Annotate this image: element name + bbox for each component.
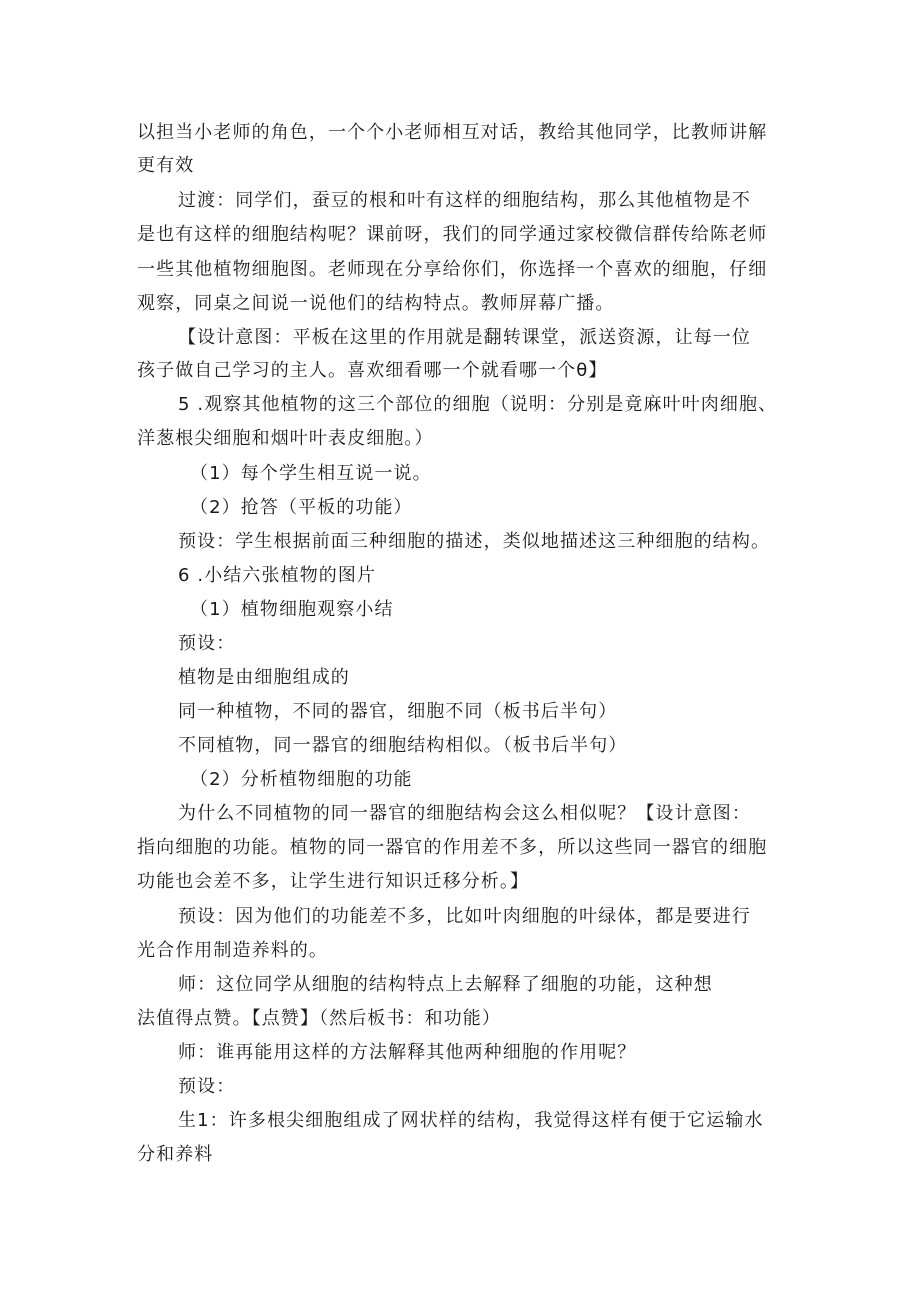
text-line: 为什么不同植物的同一器官的细胞结构会这么相似呢？【设计意图：	[178, 803, 751, 824]
text-line: 过渡：同学们，蚕豆的根和叶有这样的细胞结构，那么其他植物是不	[178, 190, 751, 211]
text-line: 是也有这样的细胞结构呢？课前呀，我们的同学通过家校微信群传给陈老师	[137, 224, 768, 245]
text-line: （1）每个学生相互说一说。	[190, 463, 432, 484]
text-line: 以担当小老师的角色，一个个小老师相互对话，教给其他同学，比教师讲解	[137, 122, 768, 143]
text-line: 更有效	[137, 155, 195, 176]
text-line: 功能也会差不多，让学生进行知识迁移分析。】	[137, 871, 530, 892]
text-line: 5 .观察其他植物的这三个部位的细胞（说明：分别是竟麻叶叶肉细胞、	[178, 394, 778, 415]
text-line: 分和养料	[137, 1144, 214, 1165]
text-line: 光合作用制造养料的。	[137, 940, 328, 961]
text-line: 法值得点赞。【点赞】（然后板书：和功能）	[137, 1008, 501, 1029]
text-line: 一些其他植物细胞图。老师现在分享给你们，你选择一个喜欢的细胞，仔细	[137, 259, 768, 280]
text-line: 6 .小结六张植物的图片	[178, 565, 377, 586]
text-line: 同一种植物，不同的器官，细胞不同（板书后半句）	[178, 701, 618, 722]
text-line: 生1：许多根尖细胞组成了网状样的结构，我觉得这样有便于它运输水	[178, 1110, 764, 1131]
text-line: （2）抢答（平板的功能）	[190, 497, 413, 518]
text-line: 预设：	[178, 1076, 236, 1097]
text-line: 预设：因为他们的功能差不多，比如叶肉细胞的叶绿体，都是要进行	[178, 906, 751, 927]
text-line: （2）分析植物细胞的功能	[190, 769, 413, 790]
text-line: 植物是由细胞组成的	[178, 667, 350, 688]
text-line: 观察，同桌之间说一说他们的结构特点。教师屏幕广播。	[137, 293, 615, 314]
text-line: 预设：学生根据前面三种细胞的描述，类似地描述这三种细胞的结构。	[178, 531, 771, 552]
text-line: （1）植物细胞观察小结	[190, 599, 394, 620]
text-line: 【设计意图：平板在这里的作用就是翻转课堂，派送资源，让每一位	[178, 327, 751, 348]
text-line: 孩子做自己学习的主人。喜欢细看哪一个就看哪一个θ】	[137, 360, 608, 381]
text-line: 预设：	[178, 633, 236, 654]
text-line: 师：谁再能用这样的方法解释其他两种细胞的作用呢？	[178, 1042, 637, 1063]
text-line: 师：这位同学从细胞的结构特点上去解释了细胞的功能，这种想	[178, 974, 713, 995]
text-line: 指向细胞的功能。植物的同一器官的作用差不多，所以这些同一器官的细胞	[137, 837, 768, 858]
text-line: 不同植物，同一器官的细胞结构相似。（板书后半句）	[178, 735, 628, 756]
text-line: 洋葱根尖细胞和烟叶叶表皮细胞。）	[137, 428, 434, 449]
